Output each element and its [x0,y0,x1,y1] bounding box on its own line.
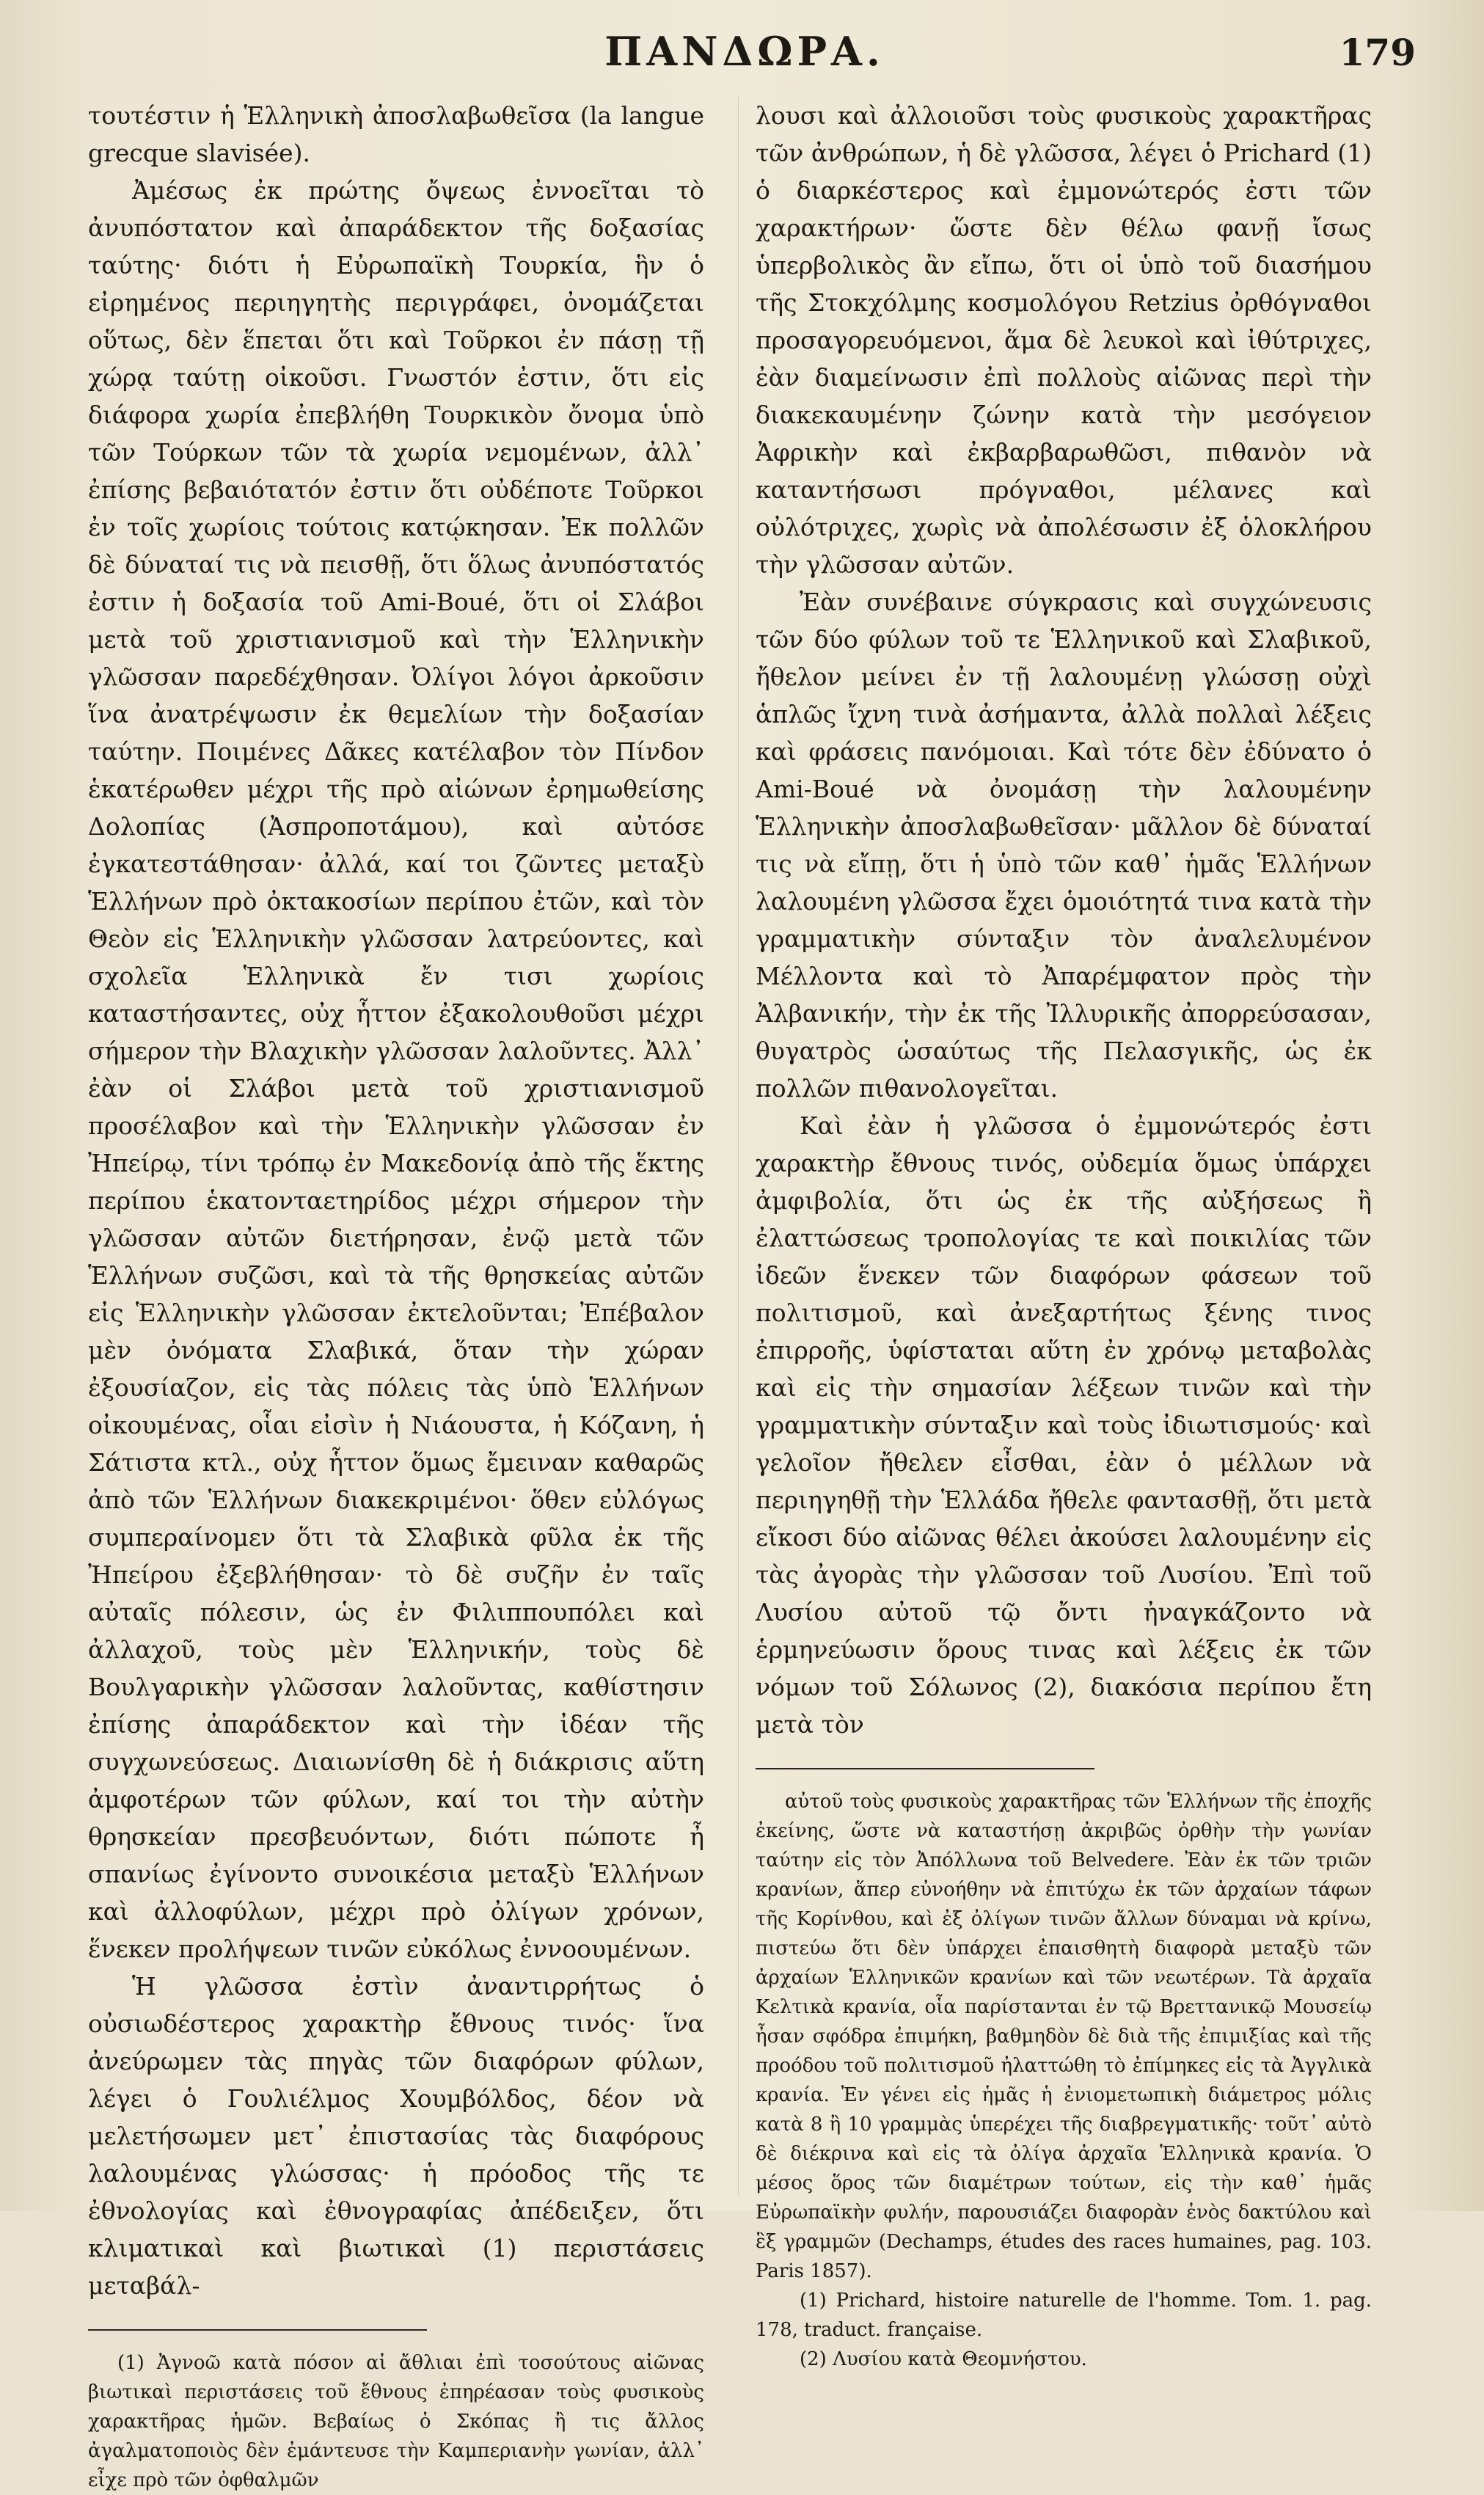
footnotes [756,1787,1372,2374]
running-title: ΠΑΝΔΩΡΑ. [604,28,885,75]
footnote: αὐτοῦ τοὺς φυσικοὺς χαρακτῆρας τῶν Ἑλλήνων τῆς ἐποχῆς ἐκείνης, ὥστε νὰ καταστήσῃ ἀκριβῶς ὀρθὴν τὴν γωνίαν ταύτην εἰς τὸν Ἀπόλλωνα τοῦ Belvedere. Ἐὰν ἐκ τῶν τριῶν κρανίων, ἅπερ εὐνοήθην νὰ ἐπιτύχω ἐκ τῶν ἀρχαίων τάφων τῆς Κορίνθου, καὶ ἐξ ὀλίγων τινῶν ἄλλων δύναμαι νὰ κρίνω, πιστεύω ὅτι δὲν ὑπάρχει ἐπαισθητὴ διαφορὰ μεταξὺ τῶν ἀρχαίων Ἑλληνικῶν κρανίων καὶ τῶν νεωτέρων. Τὰ ἀρχαῖα Κελτικὰ κρανία, οἷα παρίστανται ἐν τῷ Βρεττανικῷ Μουσείῳ ἦσαν σφόδρα ἐπιμήκη, βαθμηδὸν δὲ διὰ τῆς ἐπιμιξίας καὶ τῆς προόδου τοῦ πολιτισμοῦ ἠλαττώθη τὸ ἐπίμηκες εἰς τὰ Ἀγγλικὰ κρανία. Ἐν γένει εἰς ἡμᾶς ἡ ἐνιομετωπικὴ διάμετρος μόλις κατὰ 8 ἢ 10 γραμμὰς ὑπερέχει τῆς διαβρεγματικῆς· τοῦτ᾽ αὐτὸ δὲ διέκρινα καὶ εἰς τὰ ὀλίγα ἀρχαῖα Ἑλληνικὰ κρανία. Ὁ μέσος ὅρος τῶν διαμέτρων τούτων, εἰς τὴν καθ᾽ ἡμᾶς Εὐρωπαϊκὴν φυλήν, παρουσιάζει διαφορὰν ἑνὸς δακτύλου καὶ ἓξ γραμμῶν (Dechamps, études des races humaines, pag. 103. Paris 1857). [756,1791,1372,2282]
left-column [88,97,704,2495]
paragraph: Ἀμέσως ἐκ πρώτης ὄψεως ἐννοεῖται τὸ ἀνυπόστατον καὶ ἀπαράδεκτον τῆς δοξασίας ταύτης· διότι ἡ Εὐρωπαϊκὴ Τουρκία, ἣν ὁ εἰρημένος περιηγητὴς περιγράφει, ὀνομάζεται οὕτως, δὲν ἕπεται ὅτι καὶ Τοῦρκοι ἐν πάσῃ τῇ χώρᾳ ταύτῃ οἰκοῦσι. Γνωστόν ἐστιν, ὅτι εἰς διάφορα χωρία ἐπεβλήθη Τουρκικὸν ὄνομα ὑπὸ τῶν Τούρκων τῶν τὰ χωρία νεμομένων, ἀλλ᾽ ἐπίσης βεβαιότατόν ἐστιν ὅτι οὐδέποτε Τοῦρκοι ἐν τοῖς χωρίοις τούτοις κατῴκησαν. Ἐκ πολλῶν δὲ δύναταί τις νὰ πεισθῇ, ὅτι ὅλως ἀνυπόστατός ἐστιν ἡ δοξασία τοῦ Ami-Boué, ὅτι οἱ Σλάβοι μετὰ τοῦ χριστιανισμοῦ καὶ τὴν Ἑλληνικὴν γλῶσσαν παρεδέχθησαν. Ὀλίγοι λόγοι ἀρκοῦσιν ἵνα ἀνατρέψωσιν ἐκ θεμελίων τὴν δοξασίαν ταύτην. Ποιμένες Δᾶκες κατέλαβον τὸν Πίνδον ἑκατέρωθεν μέχρι τῆς πρὸ αἰώνων ἐρημωθείσης Δολοπίας (Ἀσπροποτάμου), καὶ αὐτόσε ἐγκατεστάθησαν· ἀλλά, καί τοι ζῶντες μεταξὺ Ἑλλήνων πρὸ ὀκτακοσίων περίπου ἐτῶν, καὶ τὸν Θεὸν εἰς Ἑλληνικὴν γλῶσσαν λατρεύοντες, καὶ σχολεῖα Ἑλληνικὰ ἔν τισι χωρίοις καταστήσαντες, οὐχ ἧττον ἐξακολουθοῦσι μέχρι σήμερον τὴν Βλαχικὴν γλῶσσαν λαλοῦντες. Ἀλλ᾽ ἐὰν οἱ Σλάβοι μετὰ τοῦ χριστιανισμοῦ προσέλαβον καὶ τὴν Ἑλληνικὴν γλῶσσαν ἐν Ἠπείρῳ, τίνι τρόπῳ ἐν Μακεδονίᾳ ἀπὸ τῆς ἕκτης περίπου ἑκατονταετηρίδος μέχρι σήμερον τὴν γλῶσσαν αὐτῶν διετήρησαν, ἐνῷ μετὰ τῶν Ἑλλήνων συζῶσι, καὶ τὰ τῆς θρησκείας αὐτῶν εἰς Ἑλληνικὴν γλῶσσαν ἐκτελοῦνται; Ἐπέβαλον μὲν ὀνόματα Σλαβικά, ὅταν τὴν χώραν ἐξουσίαζον, εἰς τὰς πόλεις τὰς ὑπὸ Ἑλλήνων οἰκουμένας, οἷαι εἰσὶν ἡ Νιάουστα, ἡ Κόζανη, ἡ Σάτιστα κτλ., οὐχ ἧττον ὅμως ἔμειναν καθαρῶς ἀπὸ τῶν Ἑλλήνων διακεκριμένοι· ὅθεν εὐλόγως συμπεραίνομεν ὅτι τὰ Σλαβικὰ φῦλα ἐκ τῆς Ἠπείρου ἐξεβλήθησαν· τὸ δὲ συζῆν ἐν ταῖς αὐταῖς πόλεσιν, ὡς ἐν Φιλιππουπόλει καὶ ἀλλαχοῦ, τοὺς μὲν Ἑλληνικήν, τοὺς δὲ Βουλγαρικὴν γλῶσσαν λαλοῦντας, καθίστησιν ἐπίσης ἀπαράδεκτον καὶ τὴν ἰδέαν τῆς συγχωνεύσεως. Διαιωνίσθη δὲ ἡ διάκρισις αὕτη ἀμφοτέρων τῶν φύλων, καί τοι τὴν αὐτὴν θρησκείαν πρεσβευόντων, διότι πώποτε ἦ σπανίως ἐγίνοντο συνοικέσια μεταξὺ Ἑλλήνων καὶ ἀλλοφύλων, μέχρι πρὸ ὀλίγων χρόνων, ἕνεκεν προλήψεων τινῶν εὐκόλως ἐννοουμένων. [88,176,704,1963]
page-number: 179 [1339,31,1416,74]
paragraph: Ἡ γλῶσσα ἐστὶν ἀναντιρρήτως ὁ οὐσιωδέστερος χαρακτὴρ ἔθνους τινός· ἵνα ἀνεύρωμεν τὰς πηγὰς τῶν διαφόρων φύλων, λέγει ὁ Γουλιέλμος Χουμβόλδος, δέον νὰ μελετήσωμεν μετ᾽ ἐπιστασίας τὰς διαφόρους λαλουμένας γλώσσας· ἡ πρόοδος τῆς τε ἐθνολογίας καὶ ἐθνογραφίας ἀπέδειξεν, ὅτι κλιματικαὶ καὶ βιωτικαὶ (1) περιστάσεις μεταβάλ- [88,1972,704,2300]
footnote-rule [756,1768,1094,1769]
paragraph: τουτέστιν ἡ Ἑλληνικὴ ἀποσλαβωθεῖσα (la langue grecque slavisée). [88,101,704,167]
column-divider [738,97,739,2195]
footnote: (1) Ἀγνοῶ κατὰ πόσον αἱ ἄθλιαι ἐπὶ τοσούτους αἰῶνας βιωτικαὶ περιστάσεις τοῦ ἔθνους ἐπηρέασαν τοὺς φυσικοὺς χαρακτῆρας ἡμῶν. Βεβαίως ὁ Σκόπας ἢ τις ἄλλος ἀγαλματοποιὸς δὲν ἐμάντευσε τὴν Καμπεριανὴν γωνίαν, ἀλλ᾽ εἶχε πρὸ τῶν ὀφθαλμῶν [88,2352,704,2491]
page-header [73,28,1416,87]
paragraph: Ἐὰν συνέβαινε σύγκρασις καὶ συγχώνευσις τῶν δύο φύλων τοῦ τε Ἑλληνικοῦ καὶ Σλαβικοῦ, ἤθελον μείνει ἐν τῇ λαλουμένῃ γλώσσῃ οὐχὶ ἁπλῶς ἴχνη τινὰ ἀσήμαντα, ἀλλὰ πολλαὶ λέξεις καὶ φράσεις πανόμοιαι. Καὶ τότε δὲν ἐδύνατο ὁ Ami-Boué νὰ ὀνομάσῃ τὴν λαλουμένην Ἑλληνικὴν ἀποσλαβωθεῖσαν· μᾶλλον δὲ δύναταί τις νὰ εἴπῃ, ὅτι ἡ ὑπὸ τῶν καθ᾽ ἡμᾶς Ἑλλήνων λαλουμένη γλῶσσα ἔχει ὁμοιότητά τινα κατὰ τὴν γραμματικὴν σύνταξιν τὸν ἀναλελυμένον Μέλλοντα καὶ τὸ Ἀπαρέμφατον πρὸς τὴν Ἀλβανικήν, τὴν ἐκ τῆς Ἰλλυρικῆς ἀπορρεύσασαν, θυγατρὸς ὡσαύτως τῆς Πελασγικῆς, ὡς ἐκ πολλῶν πιθανολογεῖται. [756,588,1372,1103]
footnote: (1) Prichard, histoire naturelle de l'homme. Tom. 1. pag. 178, traduct. française. [756,2290,1372,2341]
paragraph: Καὶ ἐὰν ἡ γλῶσσα ὁ ἐμμονώτερός ἐστι χαρακτὴρ ἔθνους τινός, οὐδεμία ὅμως ὑπάρχει ἀμφιβολία, ὅτι ὡς ἐκ τῆς αὐξήσεως ἢ ἐλαττώσεως τροπολογίας τε καὶ ποικιλίας τῶν ἰδεῶν ἕνεκεν τῶν διαφόρων φάσεων τοῦ πολιτισμοῦ, καὶ ἀνεξαρτήτως ξένης τινος ἐπιρροῆς, ὑφίσταται αὕτη ἐν χρόνῳ μεταβολὰς καὶ εἰς τὴν σημασίαν λέξεων τινῶν καὶ τὴν γραμματικὴν σύνταξιν καὶ τοὺς ἰδιωτισμούς· καὶ γελοῖον ἤθελεν εἶσθαι, ἐὰν ὁ μέλλων νὰ περιηγηθῇ τὴν Ἑλλάδα ἤθελε φαντασθῇ, ὅτι μετὰ εἴκοσι δύο αἰῶνας θέλει ἀκούσει λαλουμένην εἰς τὰς ἀγορὰς τὴν γλῶσσαν τοῦ Λυσίου. Ἐπὶ τοῦ Λυσίου αὐτοῦ τῷ ὄντι ἠναγκάζοντο νὰ ἑρμηνεύωσιν ὅρους τινας καὶ λέξεις ἐκ τῶν νόμων τοῦ Σόλωνος (2), διακόσια περίπου ἔτη μετὰ τὸν [756,1111,1372,1739]
footnote: (2) Λυσίου κατὰ Θεομνήστου. [800,2348,1087,2370]
footnotes [88,2348,704,2495]
paragraph: λουσι καὶ ἀλλοιοῦσι τοὺς φυσικοὺς χαρακτῆρας τῶν ἀνθρώπων, ἡ δὲ γλῶσσα, λέγει ὁ Prichard (1) ὁ διαρκέστερος καὶ ἐμμονώτερός ἐστι τῶν χαρακτήρων· ὥστε δὲν θέλω φανῇ ἴσως ὑπερβολικὸς ἂν εἴπω, ὅτι οἱ ὑπὸ τοῦ διασήμου τῆς Στοκχόλμης κοσμολόγου Retzius ὀρθόγναθοι προσαγορευόμενοι, ἅμα δὲ λευκοὶ καὶ ἰθύτριχες, ἐὰν διαμείνωσιν ἐπὶ πολλοὺς αἰῶνας περὶ τὴν διακεκαυμένην ζώνην κατὰ τὴν μεσόγειον Ἀφρικὴν καὶ ἐκβαρβαρωθῶσι, πιθανὸν νὰ καταντήσωσι πρόγναθοι, μέλανες καὶ οὐλότριχες, χωρὶς νὰ ἀπολέσωσιν ἐξ ὁλοκλήρου τὴν γλῶσσαν αὐτῶν. [756,101,1372,579]
right-column [756,97,1372,2374]
footnote-rule [88,2329,427,2331]
